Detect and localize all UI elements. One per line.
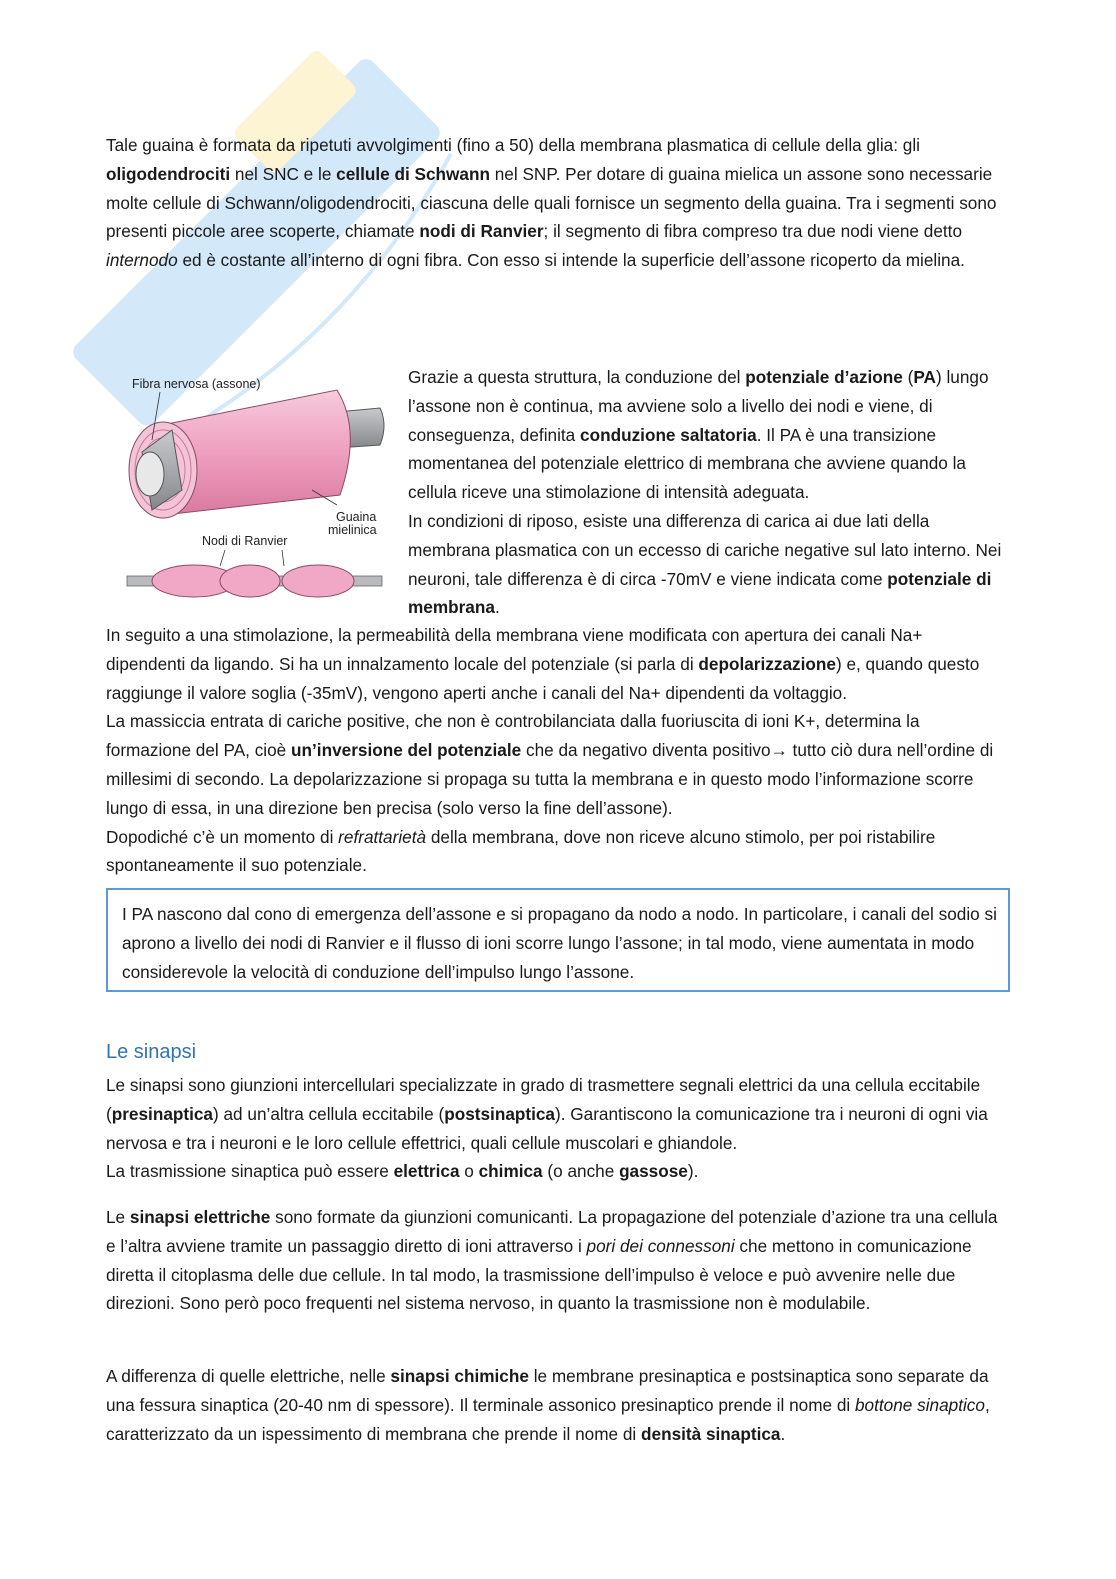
figure-side-paragraph: Grazie a questa struttura, la conduzione del potenziale d’azione (PA) lungo l’assone non è continua, ma avviene solo a livello dei nodi e viene, di conseguenza, definita conduzione saltatoria. Il PA è una transizione momentanea del potenziale elettrico di membrana che avviene quando la cellula riceve una stimolazione di intensità adeguata. In condizioni di riposo, esiste una differenza di carica ai due lati della membrana plasmatica con un eccesso di cariche negative sul lato interno. Nei neuroni, tale differenza è di circa -70mV e viene indicata come potenziale di membrana. <box>408 367 1002 618</box>
label-sheath-2: mielinica <box>328 523 377 537</box>
callout-box <box>106 888 1010 992</box>
intro-paragraph: Tale guaina è formata da ripetuti avvolgimenti (fino a 50) della membrana plasmatica di cellule della glia: gli oligodendrociti nel SNC e le cellule di Schwann nel SNP. Per dotare di guaina mielica un assone sono necessarie molte cellule di Schwann/oligodendrociti, ciascuna delle quali fornisce un segmento della guaina. Tra i segmenti sono presenti piccole aree scoperte, chiamate nodi di Ranvier; il segmento di fibra compreso tra due nodi viene detto internodo ed è costante all’interno di ogni fibra. Con esso si intende la superficie dell’assone ricoperto da mielina. <box>106 135 997 271</box>
sinapsi-chimiche-paragraph: A differenza di quelle elettriche, nelle sinapsi chimiche le membrane presinaptica e postsinaptica sono separate da una fessura sinaptica (20-40 nm di spessore). Il terminale assonico presinaptico prende il nome di bottone sinaptico, caratterizzato da un ispessimento di membrana che prende il nome di densità sinaptica. <box>106 1366 990 1444</box>
section-heading: Le sinapsi <box>106 1041 197 1063</box>
sinapsi-intro-paragraph: Le sinapsi sono giunzioni intercellulari specializzate in grado di trasmettere segnali elettrici da una cellula eccitabile (presinaptica) ad un’altra cellula eccitabile (postsinaptica). Garantiscono la comunicazione tra i neuroni di ogni via nervosa e tra i neuroni e le loro cellule effettrici, quali cellule muscolari e ghiandole. La trasmissione sinaptica può essere elettrica o chimica (o anche gassose). <box>106 1075 988 1182</box>
label-nodes: Nodi di Ranvier <box>202 534 288 548</box>
sinapsi-elettriche-paragraph: Le sinapsi elettriche sono formate da giunzioni comunicanti. La propagazione del potenziale d’azione tra una cellula e l’altra avviene tramite un passaggio diretto di ioni attraverso i pori dei connessoni che mettono in comunicazione diretta il citoplasma delle due cellule. In tal modo, la trasmissione dell’impulso è veloce e può avvenire nelle due direzioni. Sono però poco frequenti nel sistema nervoso, in quanto la trasmissione non è modulabile. <box>106 1207 998 1314</box>
myelin-figure <box>122 370 392 610</box>
callout-text: I PA nascono dal cono di emergenza dell’assone e si propagano da nodo a nodo. In particolare, i canali del sodio si aprono a livello dei nodi di Ranvier e il flusso di ioni scorre lungo l’assone; in tal modo, viene aumentata in modo considerevole la velocità di conduzione dell’impulso lungo l’assone. <box>122 904 997 982</box>
arrow-icon: → <box>770 740 788 761</box>
label-sheath-1: Guaina <box>336 510 377 524</box>
myelinated-axon-illustration <box>122 370 392 610</box>
label-fiber: Fibra nervosa (assone) <box>132 377 261 391</box>
stimulation-paragraph: In seguito a una stimolazione, la permeabilità della membrana viene modificata con apertura dei canali Na+ dipendenti da ligando. Si ha un innalzamento locale del potenziale (si parla di depolarizzazione) e, quando questo raggiunge il valore soglia (-35mV), vengono aperti anche i canali del Na+ dipendenti da voltaggio. La massiccia entrata di cariche positive, che non è controbilanciata dalla fuoriuscita di ioni K+, determina la formazione del PA, cioè un’inversione del potenziale che da negativo diventa positivo→ tutto ciò dura nell’ordine di millesimi di secondo. La depolarizzazione si propaga su tutta la membrana e in questo modo l’informazione scorre lungo di essa, in una direzione ben precisa (solo verso la fine dell’assone). Dopodiché c’è un momento di refrattarietà della membrana, dove non riceve alcuno stimolo, per poi ristabilire spontaneamente il suo potenziale. <box>106 625 994 876</box>
